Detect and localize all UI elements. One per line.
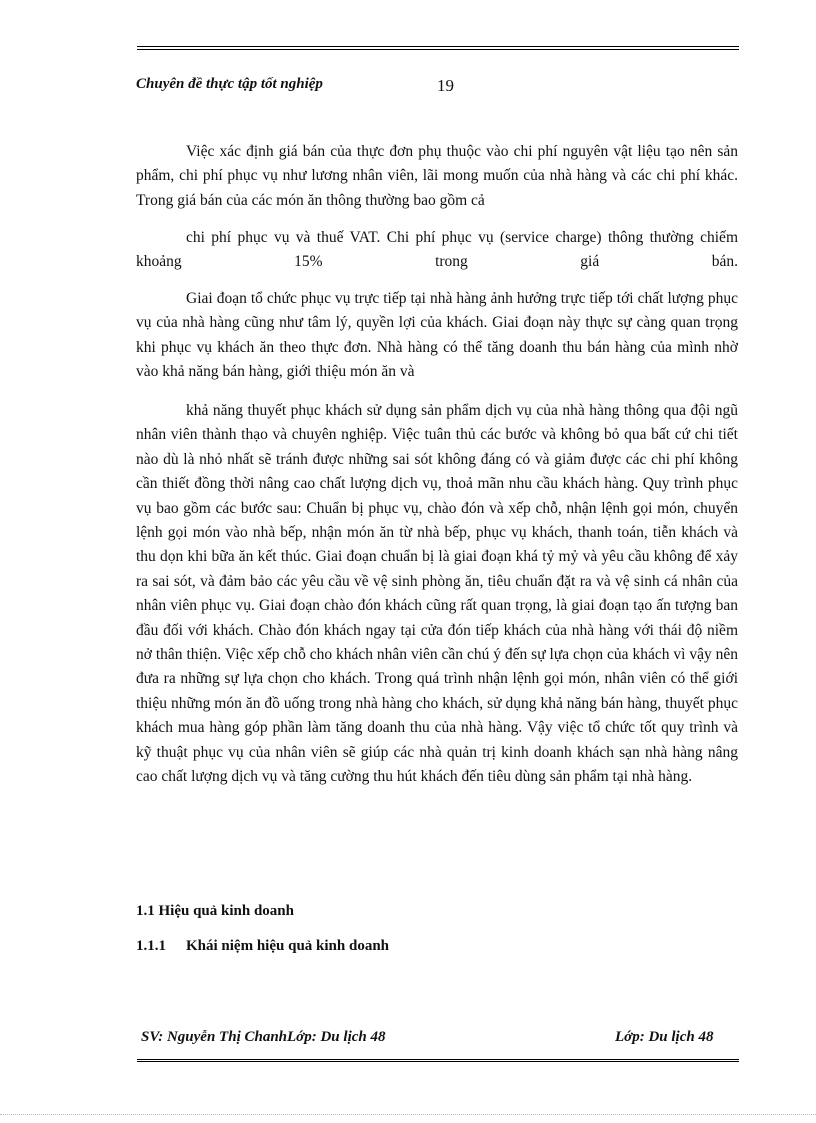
footer-class: Lớp: Du lịch 48 xyxy=(615,1029,714,1045)
section-heading: 1.1 Hiệu quả kinh doanh xyxy=(136,903,294,919)
body-block-4 xyxy=(136,399,738,790)
header-rule-bottom xyxy=(137,49,739,50)
paragraph: Giai đoạn tổ chức phục vụ trực tiếp tại nhà hàng ảnh hưởng trực tiếp tới chất lượng phục vụ của nhà hàng cũng như tâm lý, quyền lợi của khách. Giai đoạn này thực sự càng quan trọng khi phục vụ khách ăn theo thực đơn. Nhà hàng có thể tăng doanh thu bán hàng của mình nhờ vào khả năng bán hàng, giới thiệu món ăn và xyxy=(136,290,738,381)
page-edge-dotted-line xyxy=(0,1114,816,1115)
subsection-title: Khái niệm hiệu quả kinh doanh xyxy=(186,938,390,954)
footer-rule-bottom xyxy=(137,1061,739,1062)
paragraph: chi phí phục vụ và thuế VAT. Chi phí phục vụ (service charge) thông thường chiếm khoảng 15% trong giá bán. xyxy=(136,229,738,271)
body-block-2 xyxy=(136,226,738,275)
paragraph: Việc xác định giá bán của thực đơn phụ thuộc vào chi phí nguyên vật liệu tạo nên sản phẩm, chi phí phục vụ như lương nhân viên, lãi mong muốn của nhà hàng và các chi phí khác. Trong giá bán của các món ăn thông thường bao gồm cả xyxy=(136,143,738,209)
footer-student: SV: Nguyễn Thị ChanhLớp: Du lịch 48 xyxy=(141,1029,386,1045)
body-block-1 xyxy=(136,140,738,213)
subsection-number: 1.1.1 xyxy=(136,938,166,954)
footer-rule-top xyxy=(137,1059,739,1060)
header-rule-top xyxy=(137,46,739,47)
header-title: Chuyên đề thực tập tốt nghiệp xyxy=(136,76,323,92)
paragraph: khả năng thuyết phục khách sử dụng sản phẩm dịch vụ của nhà hàng thông qua đội ngũ nhân viên thành thạo và chuyên nghiệp. Việc tuân thủ các bước và không bỏ qua bất cứ chi tiết nào dù là nhỏ nhất sẽ tránh được những sai sót không đáng có và giảm được các chi phí không cần thiết đồng thời nâng cao chất lượng dịch vụ, thoả mãn nhu cầu khách hàng. Quy trình phục vụ bao gồm các bước sau: Chuẩn bị phục vụ, chào đón và xếp chỗ, nhận lệnh gọi món, chuyển lệnh gọi món vào nhà bếp, nhận món ăn từ nhà bếp, phục vụ khách, thanh toán, tiễn khách và thu dọn khi bữa ăn kết thúc. Giai đoạn chuẩn bị là giai đoạn khá tỷ mỷ và yêu cầu không để xảy ra sai sót, và đảm bảo các yêu cầu về vệ sinh phòng ăn, tiêu chuẩn đặt ra và vệ sinh cá nhân của nhân viên phục vụ. Giai đoạn chào đón khách cũng rất quan trọng, là giai đoạn tạo ấn tượng ban đầu đối với khách. Chào đón khách ngay tại cửa đón tiếp khách của nhà hàng với thái độ niềm nở thân thiện. Việc xếp chỗ cho khách nhân viên cần chú ý đến sự lựa chọn của khách vì vậy nên đưa ra những sự lựa chọn cho khách. Trong quá trình nhận lệnh gọi món, nhân viên có thể giới thiệu những món ăn đồ uống trong nhà hàng cho khách, sử dụng khả năng bán hàng, thuyết phục khách mua hàng góp phần làm tăng doanh thu của nhà hàng. Vậy việc tổ chức tốt quy trình và kỹ thuật phục vụ của nhân viên sẽ giúp các nhà quản trị kinh doanh khách sạn nhà hàng nâng cao chất lượng dịch vụ và tăng cường thu hút khách đến tiêu dùng sản phẩm tại nhà hàng. xyxy=(136,402,738,786)
body-block-3 xyxy=(136,287,738,385)
page-number: 19 xyxy=(437,76,454,95)
subsection-heading xyxy=(136,938,389,955)
